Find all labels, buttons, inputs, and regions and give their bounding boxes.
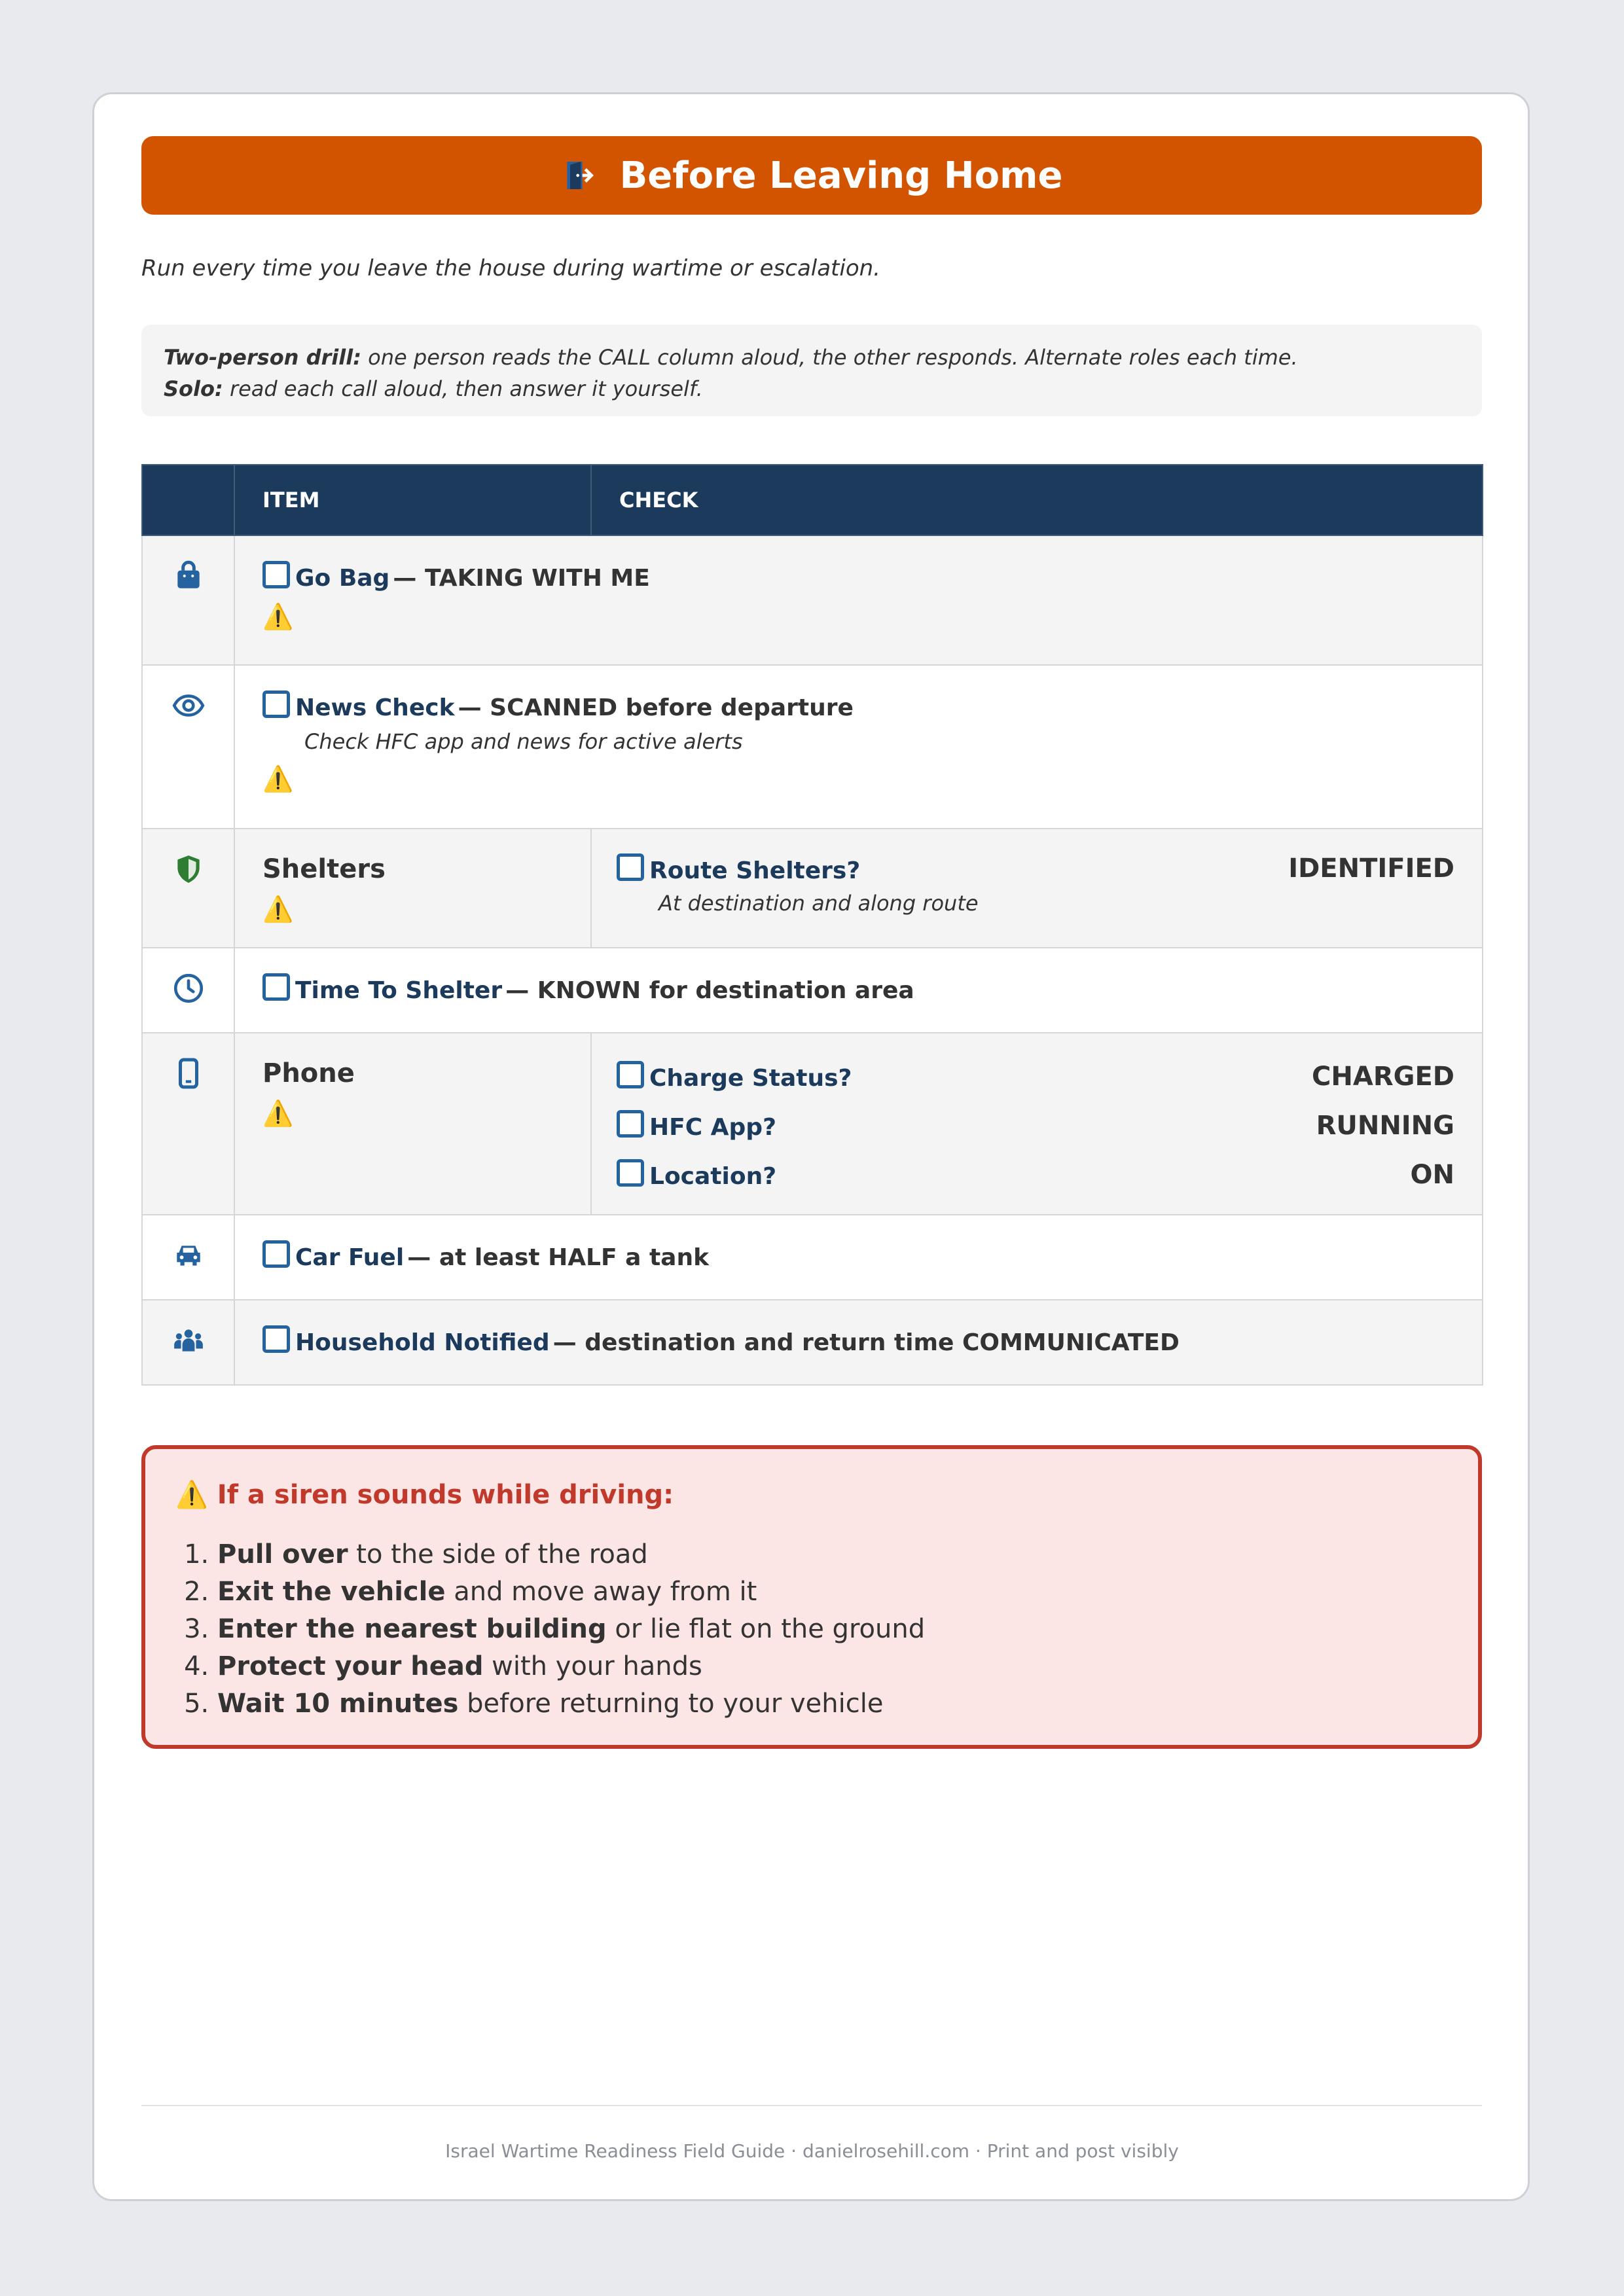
shield-icon — [172, 853, 205, 886]
check-answer: IDENTIFIED — [1288, 853, 1454, 884]
row-time-to-shelter — [142, 948, 1483, 1033]
row-car-fuel — [142, 1215, 1483, 1300]
check-answer: ON — [1410, 1159, 1454, 1190]
siren-title: If a siren sounds while driving: — [217, 1480, 674, 1510]
phone-icon — [172, 1057, 205, 1090]
check-subtext: At destination and along route — [659, 891, 979, 916]
page-footer: Israel Wartime Readiness Field Guide · danielrosehill.com · Print and post visibly — [445, 2140, 1179, 2162]
item-name: News Check — [295, 694, 455, 721]
clock-icon — [172, 972, 205, 1005]
household-notified-checkbox[interactable] — [262, 1325, 290, 1353]
check-answer: RUNNING — [1316, 1110, 1454, 1141]
people-icon — [172, 1324, 205, 1357]
page-banner — [141, 136, 1482, 215]
item-name: Car Fuel — [295, 1244, 405, 1271]
check-charge-status: Charge Status? CHARGED — [617, 1052, 1454, 1101]
item-name: Household Notified — [295, 1329, 550, 1356]
warning-icon: ⚠️ — [175, 1480, 208, 1510]
row-phone — [142, 1033, 1483, 1215]
header-item: ITEM — [234, 465, 591, 535]
siren-steps — [175, 1536, 1448, 1723]
row-shelters — [142, 829, 1483, 948]
siren-heading — [175, 1479, 1448, 1510]
siren-step: 5. Wait 10 minutes before returning to your vehicle — [217, 1685, 1448, 1723]
row-go-bag — [142, 535, 1483, 665]
checklist-table — [141, 464, 1483, 1386]
page-title: Before Leaving Home — [619, 154, 1063, 197]
door-exit-icon — [561, 157, 598, 194]
car-fuel-checkbox[interactable] — [262, 1240, 290, 1268]
siren-step: 2. Exit the vehicle and move away from it — [217, 1573, 1448, 1611]
drill-instructions — [141, 325, 1482, 416]
group-name: Shelters — [262, 854, 386, 884]
group-name: Phone — [262, 1058, 355, 1088]
siren-step: 3. Enter the nearest building or lie flat on the ground — [217, 1611, 1448, 1648]
check-hfc-app: HFC App? RUNNING — [617, 1101, 1454, 1150]
eye-icon — [172, 689, 205, 722]
charge-status-checkbox[interactable] — [617, 1061, 644, 1088]
warning-icon: ⚠️ — [262, 895, 294, 924]
item-name: Time To Shelter — [295, 977, 503, 1004]
news-check-checkbox[interactable] — [262, 691, 290, 718]
row-household-notified — [142, 1300, 1483, 1385]
item-response: — KNOWN for destination area — [505, 977, 914, 1004]
siren-step: 4. Protect your head with your hands — [217, 1648, 1448, 1685]
drill-two-person: Two-person drill: one person reads the CALL column aloud, the other responds. Alternate roles each time. — [164, 345, 1298, 370]
siren-step: 1. Pull over to the side of the road — [217, 1536, 1448, 1573]
check-location: Location? ON — [617, 1150, 1454, 1199]
item-response: — destination and return time COMMUNICATED — [552, 1329, 1180, 1356]
row-news-check — [142, 665, 1483, 829]
go-bag-checkbox[interactable] — [262, 561, 290, 588]
warning-icon: ⚠️ — [262, 764, 294, 793]
time-to-shelter-checkbox[interactable] — [262, 973, 290, 1001]
check-route-shelters: Route Shelters? IDENTIFIED — [617, 849, 1454, 888]
table-header-row — [142, 465, 1483, 535]
footer-divider — [141, 2105, 1482, 2106]
siren-alert-box — [141, 1445, 1482, 1749]
hfc-app-checkbox[interactable] — [617, 1110, 644, 1138]
item-name: Go Bag — [295, 565, 390, 592]
item-response: — TAKING WITH ME — [393, 565, 650, 592]
item-response: — SCANNED before departure — [458, 694, 854, 721]
car-icon — [172, 1239, 205, 1272]
location-checkbox[interactable] — [617, 1159, 644, 1187]
intro-text: Run every time you leave the house during wartime or escalation. — [141, 255, 880, 281]
warning-icon: ⚠️ — [262, 1099, 294, 1128]
header-check: CHECK — [591, 465, 1483, 535]
bag-icon — [172, 560, 205, 592]
item-response: — at least HALF a tank — [407, 1244, 710, 1271]
header-icon-col — [142, 465, 234, 535]
check-answer: CHARGED — [1312, 1061, 1454, 1092]
item-subtext: Check HFC app and news for active alerts — [304, 729, 743, 754]
drill-solo: Solo: read each call aloud, then answer it yourself. — [164, 376, 703, 401]
warning-icon: ⚠️ — [262, 602, 294, 631]
route-shelters-checkbox[interactable] — [617, 853, 644, 881]
